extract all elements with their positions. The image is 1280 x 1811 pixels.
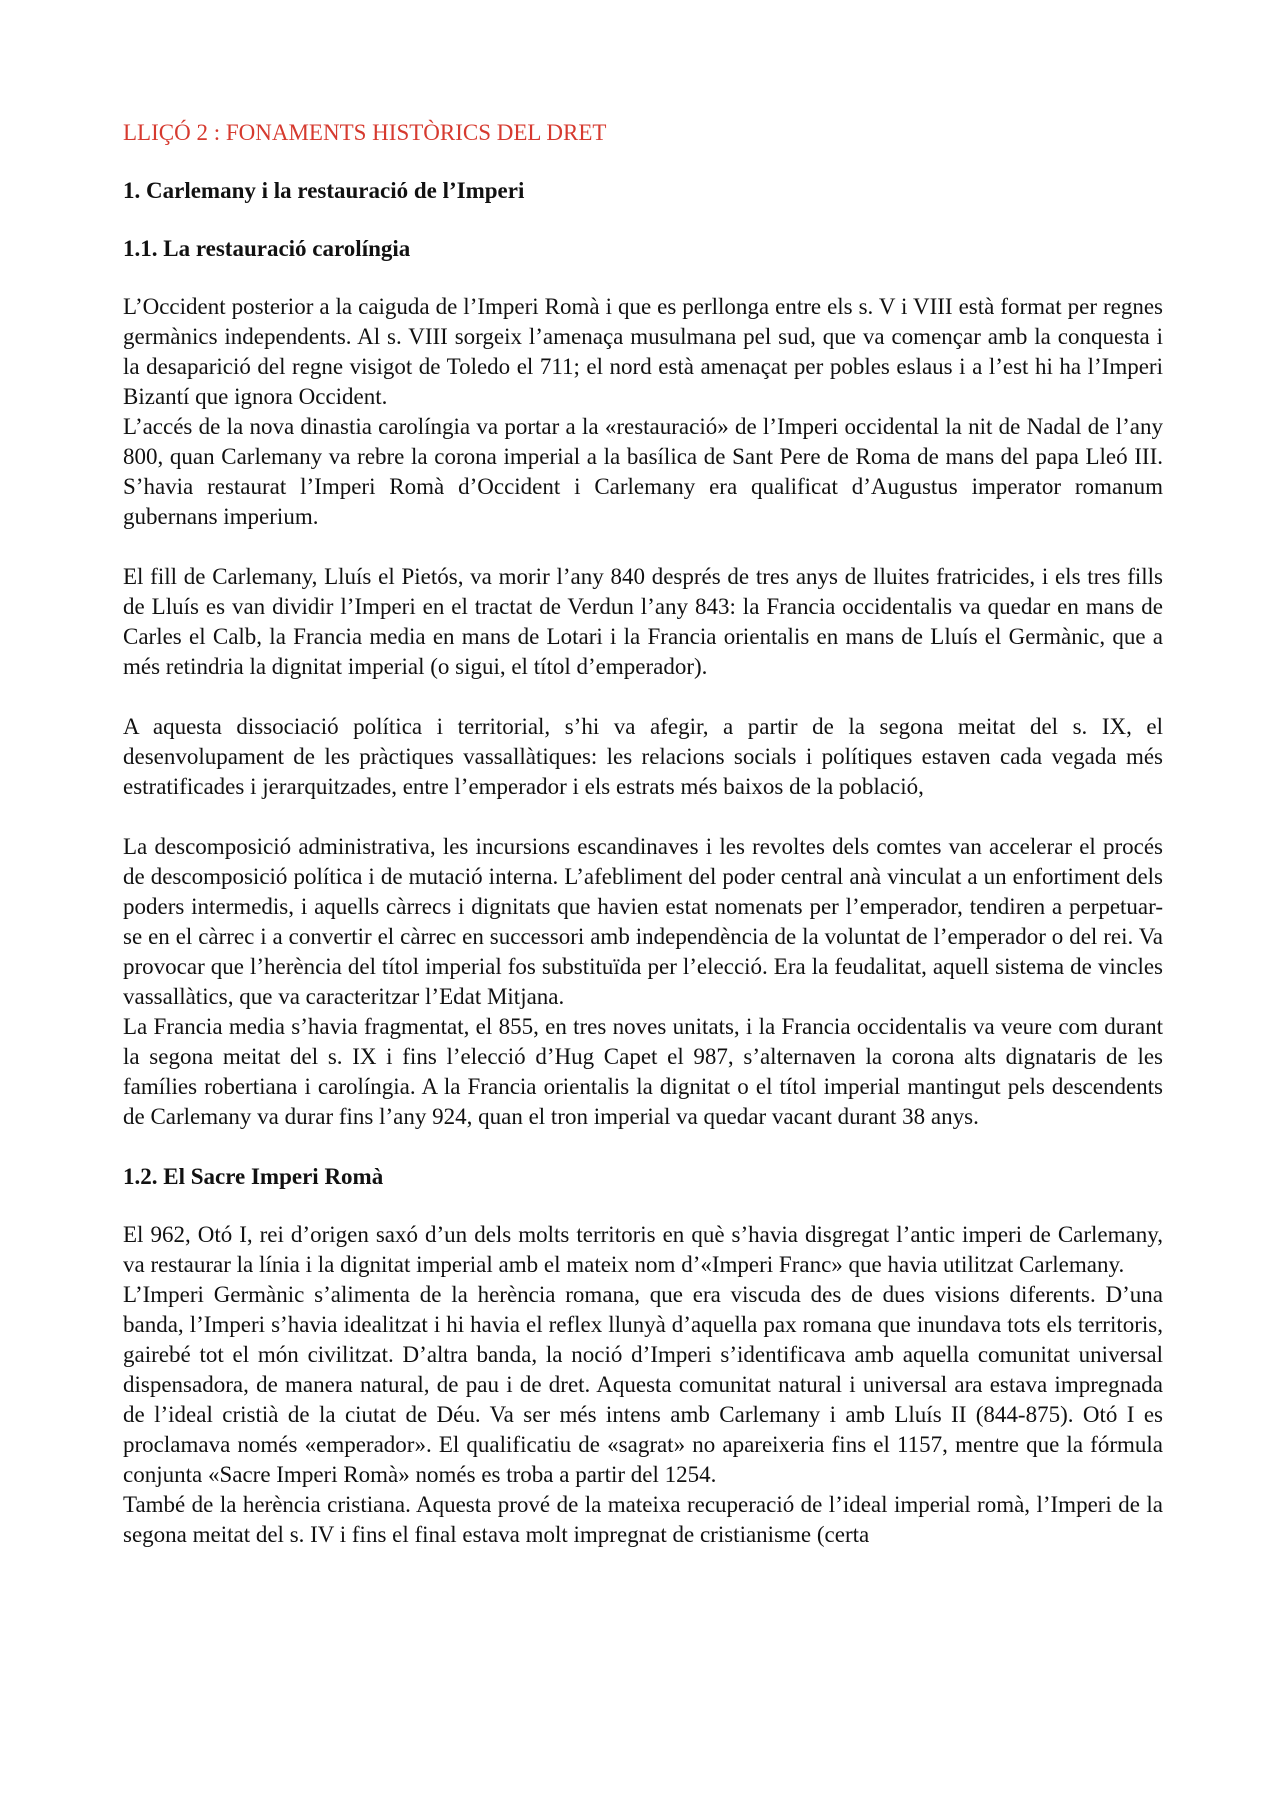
- paragraph: La Francia media s’havia fragmentat, el 855, en tres noves unitats, i la Francia occidentalis va veure com durant la segona meitat del s. IX i fins l’elecció d’Hug Capet el 987, s’alternaven la corona alts dignataris de les famílies robertiana i carolíngia. A la Francia orientalis la dignitat o el títol imperial mantingut pels descendents de Carlemany va durar fins l’any 924, quan el tron imperial va quedar vacant durant 38 anys.: [123, 1014, 1163, 1129]
- paragraph: El 962, Otó I, rei d’origen saxó d’un dels molts territoris en què s’havia disgregat l’antic imperi de Carlemany, va restaurar la línia i la dignitat imperial amb el mateix nom d’«Imperi Franc» que havia utilitzat Carlemany.: [123, 1222, 1163, 1277]
- paragraph: L’Imperi Germànic s’alimenta de la herència romana, que era viscuda des de dues visions diferents. D’una banda, l’Imperi s’havia idealitzat i hi havia el reflex llunyà d’aquella pax romana que inundava tots els territoris, gairebé tot el món civilitzat. D’altra banda, la noció d’Imperi s’identificava amb aquella comunitat universal dispensadora, de manera natural, de pau i de dret. Aquesta comunitat natural i universal ara estava impregnada de l’ideal cristià de la ciutat de Déu. Va ser més intens amb Carlemany i amb Lluís II (844-875). Otó I es proclamava només «emperador». El qualificatiu de «sagrat» no apareixeria fins el 1157, mentre que la fórmula conjunta «Sacre Imperi Romà» només es troba a partir del 1254.: [123, 1282, 1163, 1487]
- section-1-2-body: [123, 1220, 1163, 1550]
- heading-section-1-2: 1.2. El Sacre Imperi Romà: [123, 1164, 384, 1189]
- paragraph: L’accés de la nova dinastia carolíngia va portar a la «restauració» de l’Imperi occidental la nit de Nadal de l’any 800, quan Carlemany va rebre la corona imperial a la basílica de Sant Pere de Roma de mans del papa Lleó III. S’havia restaurat l’Imperi Romà d’Occident i Carlemany era qualificat d’Augustus imperator romanum gubernans imperium.: [123, 414, 1163, 529]
- paragraph: A aquesta dissociació política i territorial, s’hi va afegir, a partir de la segona meitat del s. IX, el desenvolupament de les pràctiques vassallàtiques: les relacions socials i polítiques estaven cada vegada més estratificades i jerarquitzades, entre l’emperador i els estrats més baixos de la població,: [123, 714, 1163, 799]
- paragraph: També de la herència cristiana. Aquesta prové de la mateixa recuperació de l’ideal imperial romà, l’Imperi de la segona meitat del s. IV i fins el final estava molt impregnat de cristianisme (certa: [123, 1492, 1163, 1547]
- paragraph: La descomposició administrativa, les incursions escandinaves i les revoltes dels comtes van accelerar el procés de descomposició política i de mutació interna. L’afebliment del poder central anà vinculat a un enfortiment dels poders intermedis, i aquells càrrecs i dignitats que havien estat nomenats per l’emperador, tendiren a perpetuar-se en el càrrec i a convertir el càrrec en successori amb independència de la voluntat de l’emperador o del rei. Va provocar que l’herència del títol imperial fos substituïda per l’elecció. Era la feudalitat, aquell sistema de vincles vassallàtics, que va caracteritzar l’Edat Mitjana.: [123, 834, 1163, 1009]
- lesson-title: LLIÇÓ 2 : FONAMENTS HISTÒRICS DEL DRET: [123, 120, 607, 145]
- heading-section-1: 1. Carlemany i la restauració de l’Imperi: [123, 178, 525, 203]
- section-1-1-body: [123, 292, 1163, 1132]
- paragraph: L’Occident posterior a la caiguda de l’Imperi Romà i que es perllonga entre els s. V i VIII està format per regnes germànics independents. Al s. VIII sorgeix l’amenaça musulmana pel sud, que va començar amb la conquesta i la desaparició del regne visigot de Toledo el 711; el nord està amenaçat per pobles eslaus i a l’est hi ha l’Imperi Bizantí que ignora Occident.: [123, 294, 1163, 409]
- paragraph: El fill de Carlemany, Lluís el Pietós, va morir l’any 840 després de tres anys de lluites fratricides, i els tres fills de Lluís es van dividir l’Imperi en el tractat de Verdun l’any 843: la Francia occidentalis va quedar en mans de Carles el Calb, la Francia media en mans de Lotari i la Francia orientalis en mans de Lluís el Germànic, que a més retindria la dignitat imperial (o sigui, el títol d’emperador).: [123, 564, 1163, 679]
- document-page: [123, 118, 1163, 1550]
- heading-section-1-1: 1.1. La restauració carolíngia: [123, 236, 411, 261]
